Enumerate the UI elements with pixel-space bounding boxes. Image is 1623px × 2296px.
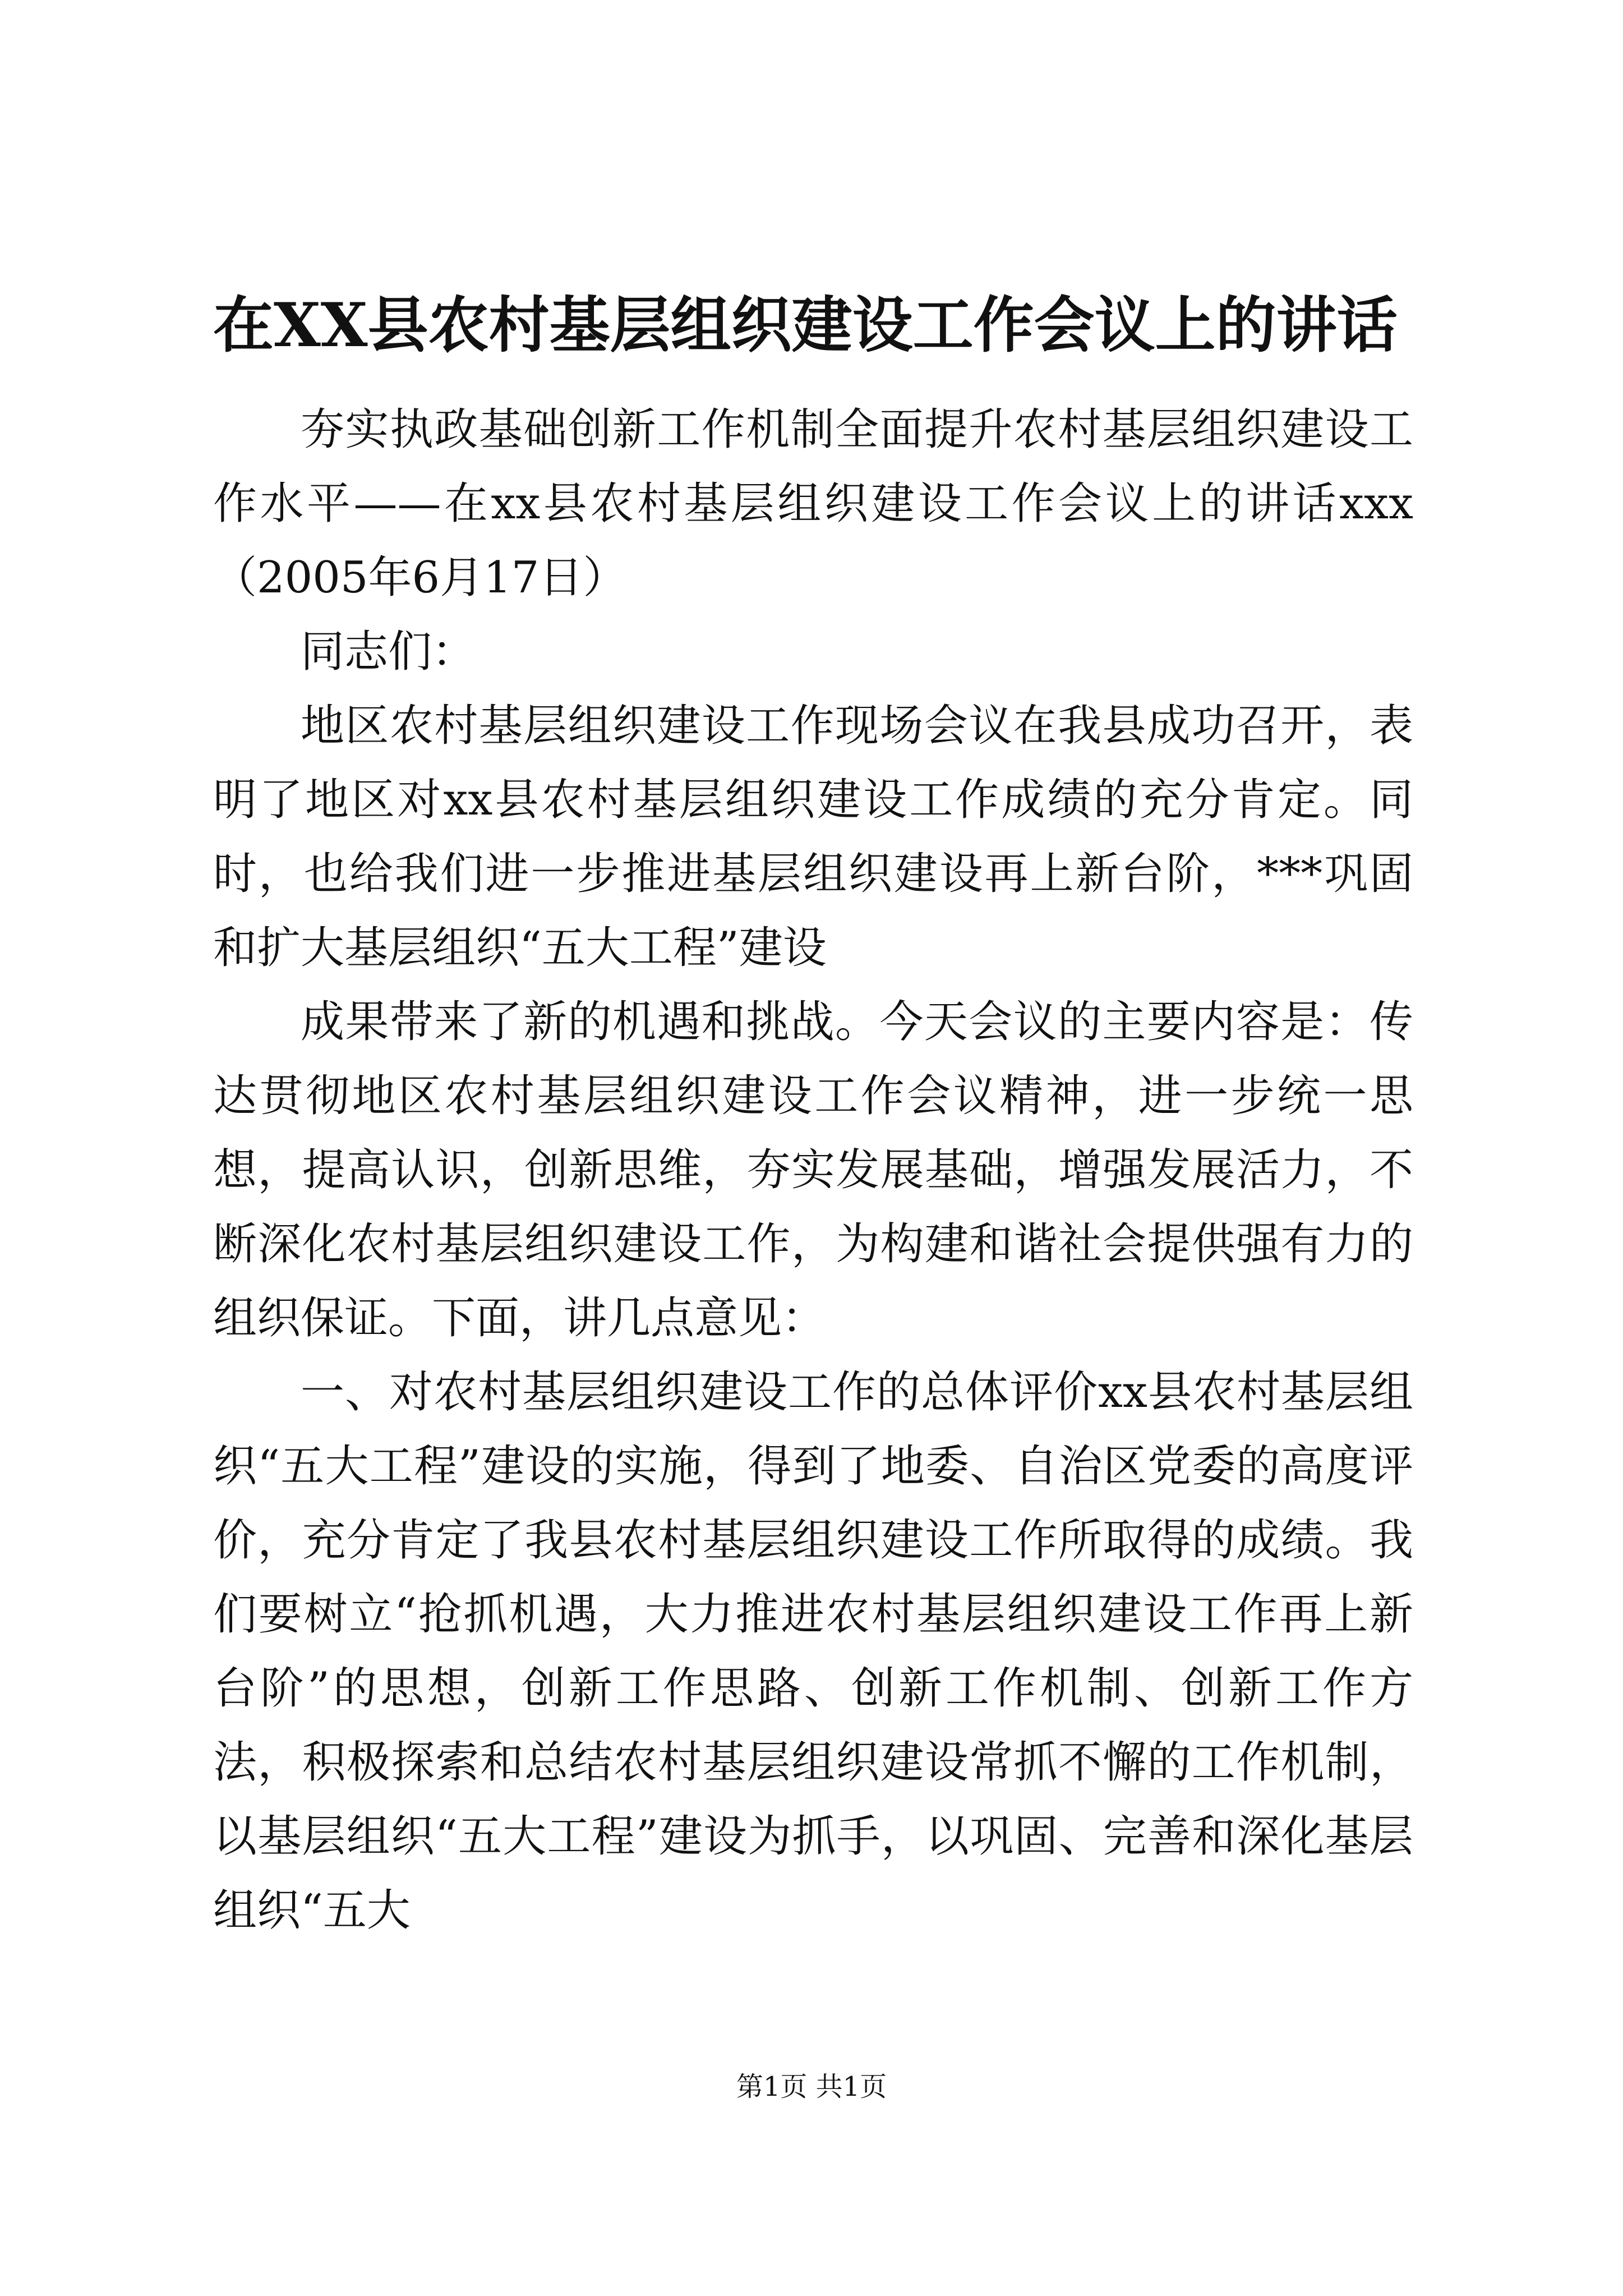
body-paragraph: 成果带来了新的机遇和挑战。今天会议的主要内容是：传达贯彻地区农村基层组织建设工作会议精神，进一步统一思想，提高认识，创新思维，夯实发展基础，增强发展活力，不断深化农村基层组织建设工作，为构建和谐社会提供强有力的组织保证。下面，讲几点意见： <box>213 997 1413 1343</box>
page-footer: 第1页 共1页 <box>736 2071 887 2102</box>
salutation-paragraph: 同志们： <box>301 627 476 677</box>
document-title: 在XX县农村基层组织建设工作会议上的讲话 <box>213 290 1398 361</box>
body-paragraph: 地区农村基层组织建设工作现场会议在我县成功召开，表明了地区对xx县农村基层组织建设工作成绩的充分肯定。同时，也给我们进一步推进基层组织建设再上新台阶，***巩固和扩大基层组织“五大工程”建设 <box>213 701 1413 973</box>
body-paragraph: 一、对农村基层组织建设工作的总体评价xx县农村基层组织“五大工程”建设的实施，得到了地委、自治区党委的高度评价，充分肯定了我县农村基层组织建设工作所取得的成绩。我们要树立“抢抓机遇，大力推进农村基层组织建设工作再上新台阶”的思想，创新工作思路、创新工作机制、创新工作方法，积极探索和总结农村基层组织建设常抓不懈的工作机制，以基层组织“五大工程”建设为抓手，以巩固、完善和深化基层组织“五大 <box>213 1367 1413 1936</box>
document-body <box>213 393 1413 1948</box>
subtitle-paragraph: 夯实执政基础创新工作机制全面提升农村基层组织建设工作水平——在xx县农村基层组织建设工作会议上的讲话xxx（2005年6月17日） <box>213 404 1413 603</box>
